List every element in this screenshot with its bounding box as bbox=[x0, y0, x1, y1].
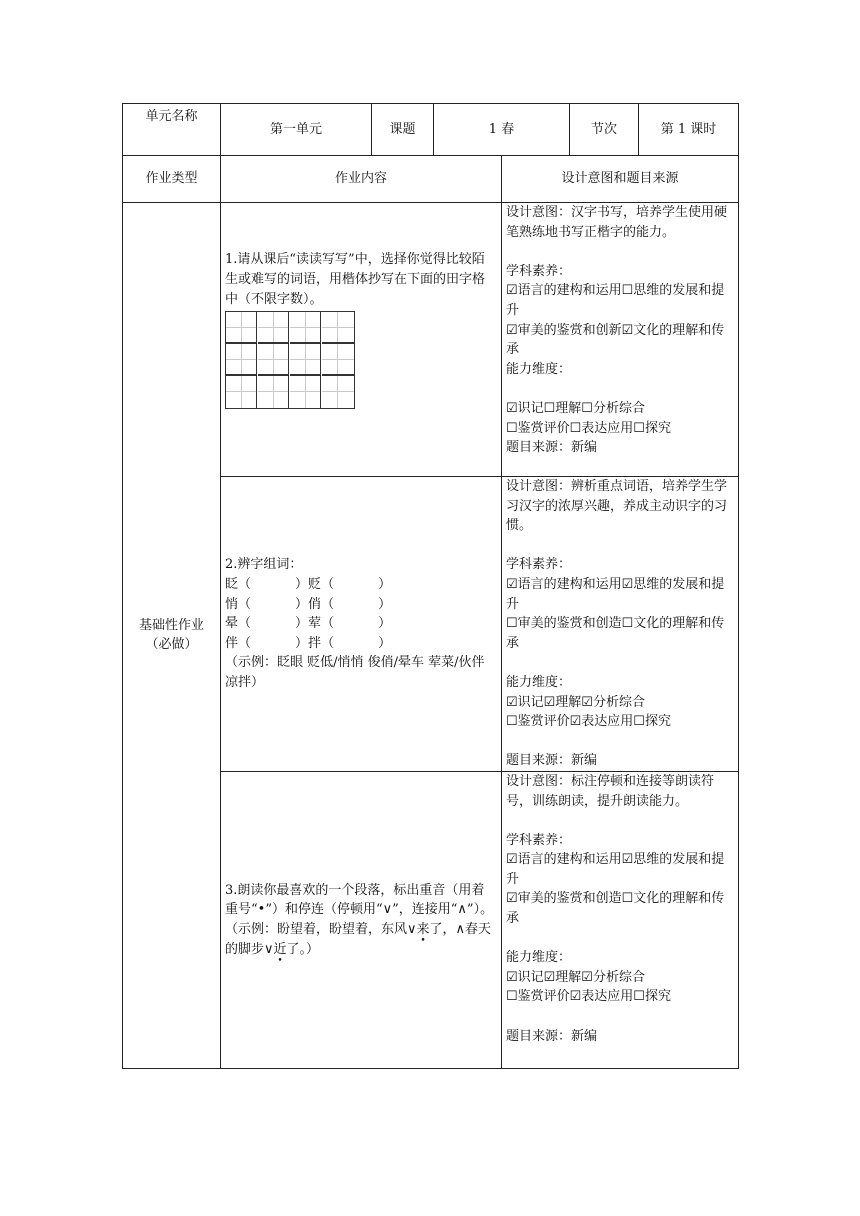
example-text: 了，∧春天的脚步∨ bbox=[225, 921, 492, 957]
spacer bbox=[506, 242, 734, 262]
grid-cell bbox=[258, 312, 289, 344]
column-header-row bbox=[123, 156, 739, 203]
item-1-source: 题目来源：新编 bbox=[506, 440, 598, 456]
column-header-content: 作业内容 bbox=[221, 156, 502, 203]
paren-close: ） bbox=[295, 596, 309, 612]
spacer bbox=[506, 732, 734, 752]
item-2-ability-1: ☑识记☑理解☑分析综合 bbox=[506, 694, 645, 710]
grid-cell bbox=[322, 344, 354, 376]
item-2-source: 题目来源：新编 bbox=[506, 753, 598, 769]
stressed-char: 来 bbox=[416, 921, 430, 937]
unit-value: 第一单元 bbox=[221, 104, 372, 156]
paren-close: ） bbox=[378, 635, 392, 651]
paren-open: （ bbox=[321, 576, 335, 592]
item-2-literacy-title: 学科素养： bbox=[506, 557, 572, 573]
item-3-source: 题目来源：新编 bbox=[506, 1028, 598, 1044]
item-1-literacy-1: ☑语言的建构和运用☐思维的发展和提升 bbox=[506, 283, 725, 318]
paren-open: （ bbox=[321, 616, 335, 632]
lesson-value: 1 春 bbox=[434, 104, 570, 156]
grid-cell bbox=[226, 312, 257, 344]
item-1-content bbox=[221, 203, 502, 477]
char: 晕 bbox=[225, 616, 239, 632]
char: 悄 bbox=[225, 596, 239, 612]
paren-close: ） bbox=[378, 616, 392, 632]
paren-close: ） bbox=[295, 616, 309, 632]
item-2-ability-title: 能力维度： bbox=[506, 674, 572, 690]
item-1-ability-2: ☐鉴赏评价☐表达应用☐探究 bbox=[506, 420, 671, 436]
homework-design-table bbox=[122, 103, 739, 1069]
item-3-example bbox=[225, 920, 497, 959]
spacer bbox=[506, 653, 734, 673]
item-1-ability-title: 能力维度： bbox=[506, 361, 572, 377]
stressed-char: 近 bbox=[273, 941, 287, 957]
unit-label: 单元名称 bbox=[123, 104, 221, 156]
homework-type-cell bbox=[123, 203, 221, 1069]
homework-type-note: （必做） bbox=[145, 637, 198, 653]
word-pair-row bbox=[225, 575, 497, 595]
period-value: 第 1 课时 bbox=[639, 104, 739, 156]
char: 贬 bbox=[308, 576, 322, 592]
spacer bbox=[506, 1007, 734, 1027]
item-1-literacy-title: 学科素养： bbox=[506, 263, 572, 279]
paren-open: （ bbox=[238, 616, 252, 632]
item-2-example: （示例：眨眼 贬低/悄悄 俊俏/晕车 荤菜/伙伴 凉拌） bbox=[225, 655, 485, 690]
item-2-question: 2.辨字组词： bbox=[225, 557, 303, 573]
item-2-literacy-2: ☐审美的鉴赏和创造☐文化的理解和传承 bbox=[506, 616, 725, 651]
paren-open: （ bbox=[238, 596, 252, 612]
item-2-design bbox=[502, 477, 739, 772]
item-1-literacy-2: ☑审美的鉴赏和创新☑文化的理解和传承 bbox=[506, 322, 725, 358]
item-2-content bbox=[221, 477, 502, 772]
grid-cell bbox=[322, 312, 354, 344]
grid-cell bbox=[290, 344, 321, 376]
spacer bbox=[506, 379, 734, 399]
lesson-label: 课题 bbox=[372, 104, 434, 156]
item-3-intent: 设计意图：标注停顿和连接等朗读符号，训练朗读，提升朗读能力。 bbox=[506, 773, 715, 809]
item-2-literacy-1: ☑语言的建构和运用☑思维的发展和提升 bbox=[506, 576, 725, 612]
paren-close: ） bbox=[378, 576, 392, 592]
grid-cell bbox=[258, 344, 289, 376]
column-header-type: 作业类型 bbox=[123, 156, 221, 203]
word-pair-row bbox=[225, 614, 497, 634]
paren-close: ） bbox=[295, 635, 309, 651]
char: 荤 bbox=[308, 616, 322, 632]
item-3-ability-1: ☑识记☑理解☑分析综合 bbox=[506, 969, 645, 985]
paren-open: （ bbox=[238, 576, 252, 592]
item-1-question: 1.请从课后“读读写写”中，选择你觉得比较陌生或难写的词语，用楷体抄写在下面的田字格中（不限字数）。 bbox=[225, 252, 486, 307]
period-label: 节次 bbox=[570, 104, 639, 156]
grid-cell bbox=[226, 344, 257, 376]
word-pair-row bbox=[225, 634, 497, 654]
grid-cell bbox=[322, 376, 354, 408]
spacer bbox=[506, 536, 734, 556]
grid-cell bbox=[290, 312, 321, 344]
grid-cell bbox=[290, 376, 321, 408]
example-text: 了。） bbox=[286, 941, 320, 957]
word-pair-row bbox=[225, 595, 497, 615]
homework-type-name: 基础性作业 bbox=[138, 617, 204, 633]
spacer bbox=[506, 811, 734, 831]
item-1-ability-1: ☑识记☐理解☐分析综合 bbox=[506, 400, 645, 416]
item-3-ability-2: ☐鉴赏评价☑表达应用☐探究 bbox=[506, 989, 671, 1005]
paren-open: （ bbox=[238, 635, 252, 651]
item-3-literacy-1: ☑语言的建构和运用☑思维的发展和提升 bbox=[506, 852, 725, 887]
item-row-1 bbox=[123, 203, 739, 477]
paren-open: （ bbox=[321, 635, 335, 651]
paren-close: ） bbox=[378, 596, 392, 612]
item-3-literacy-2: ☑审美的鉴赏和创造☐文化的理解和传承 bbox=[506, 891, 725, 927]
grid-cell bbox=[258, 376, 289, 408]
item-2-ability-2: ☐鉴赏评价☑表达应用☐探究 bbox=[506, 714, 671, 730]
item-3-design bbox=[502, 771, 739, 1068]
item-3-question: 3.朗读你最喜欢的一个段落，标出重音（用着重号“•”）和停连（停顿用“∨”，连接用“∧”）。 bbox=[225, 882, 494, 918]
column-header-design: 设计意图和题目来源 bbox=[502, 156, 739, 203]
paren-open: （ bbox=[321, 596, 335, 612]
char: 眨 bbox=[225, 576, 239, 592]
char: 伴 bbox=[225, 635, 239, 651]
example-text: （示例：盼望着，盼望着，东风∨ bbox=[225, 921, 417, 937]
item-2-intent: 设计意图：辨析重点词语，培养学生学习汉字的浓厚兴趣，养成主动识字的习惯。 bbox=[506, 479, 728, 534]
grid-cell bbox=[226, 376, 257, 408]
char: 俏 bbox=[308, 596, 322, 612]
item-3-ability-title: 能力维度： bbox=[506, 950, 572, 966]
spacer bbox=[506, 929, 734, 949]
item-3-literacy-title: 学科素养： bbox=[506, 832, 572, 848]
tianzige-grid bbox=[225, 311, 355, 409]
item-1-intent: 设计意图：汉字书写，培养学生使用硬笔熟练地书写正楷字的能力。 bbox=[506, 205, 728, 240]
spacer bbox=[225, 409, 497, 429]
header-row bbox=[123, 104, 739, 156]
paren-close: ） bbox=[295, 576, 309, 592]
item-1-design bbox=[502, 203, 739, 477]
item-3-content bbox=[221, 771, 502, 1068]
char: 拌 bbox=[308, 635, 322, 651]
